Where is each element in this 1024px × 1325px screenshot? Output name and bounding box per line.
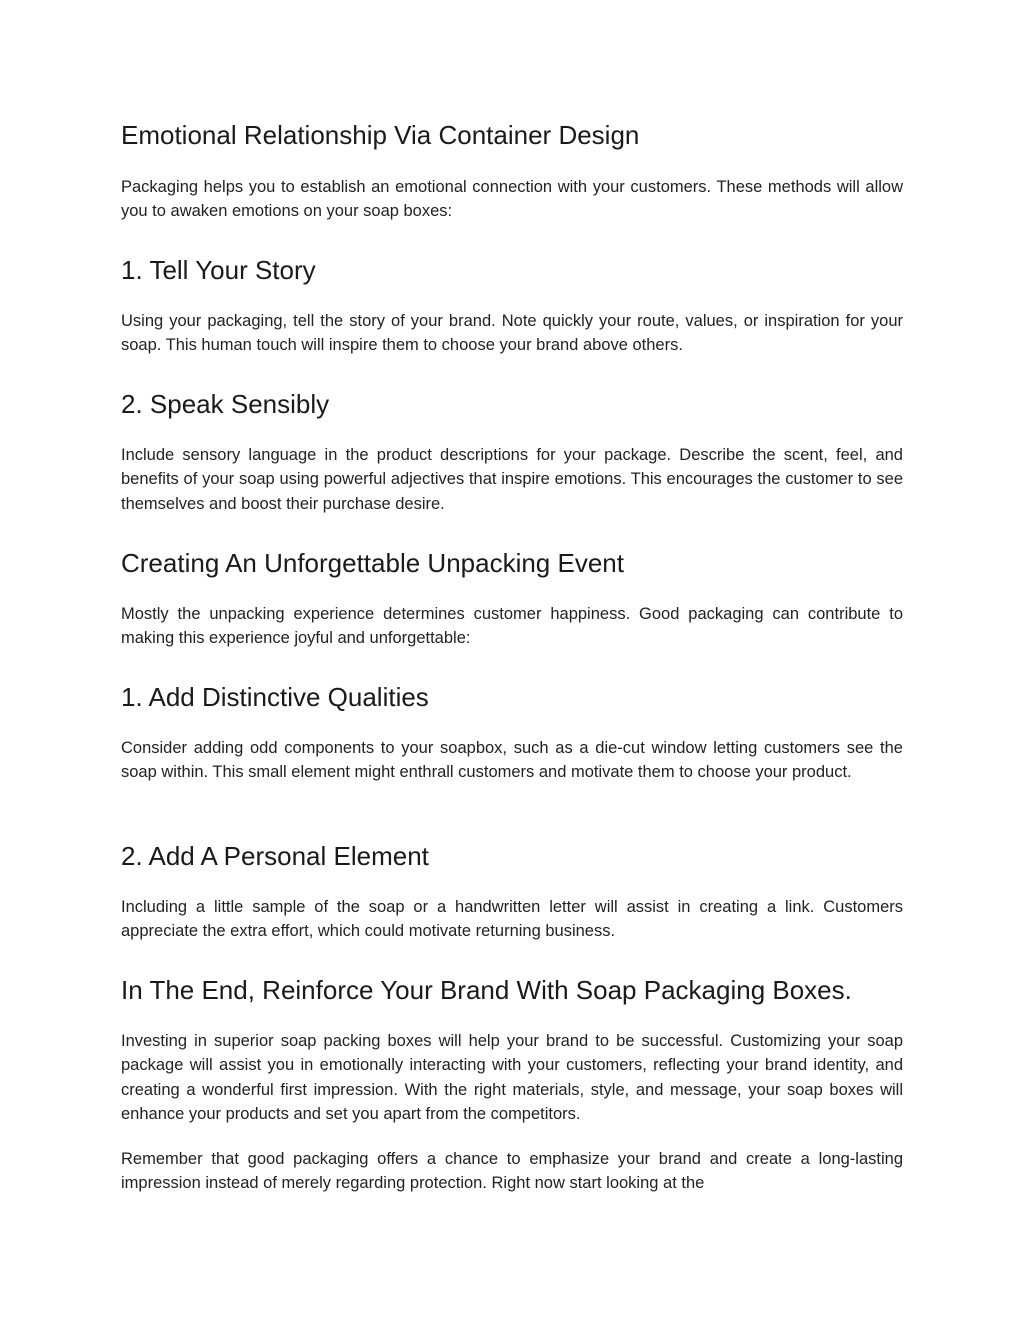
paragraph-speak-sensibly: Include sensory language in the product descriptions for your package. Describe the scent, feel, and benefits of your soap using powerful adjectives that inspire emotions. This encourages the customer to see themselves and boost their purchase desire.: [121, 446, 903, 513]
paragraph-closing: Remember that good packaging offers a chance to emphasize your brand and create a long-lasting impression instead of merely regarding protection. Right now start looking at the: [121, 1150, 903, 1193]
heading-tell-your-story: 1. Tell Your Story: [121, 255, 316, 285]
document-page: [121, 0, 903, 1325]
heading-personal-element: 2. Add A Personal Element: [121, 841, 429, 871]
paragraph-distinctive-qualities: Consider adding odd components to your soapbox, such as a die-cut window letting customers see the soap within. This small element might enthrall customers and motivate them to choose your product.: [121, 739, 903, 782]
heading-speak-sensibly: 2. Speak Sensibly: [121, 389, 330, 419]
paragraph-emotional-relationship: Packaging helps you to establish an emotional connection with your customers. These methods will allow you to awaken emotions on your soap boxes:: [121, 178, 903, 221]
paragraph-tell-your-story: Using your packaging, tell the story of your brand. Note quickly your route, values, or inspiration for your soap. This human touch will inspire them to choose your brand above others.: [121, 312, 903, 355]
heading-distinctive-qualities: 1. Add Distinctive Qualities: [121, 682, 429, 712]
paragraph-unpacking-event: Mostly the unpacking experience determines customer happiness. Good packaging can contribute to making this experience joyful and unforgettable:: [121, 605, 903, 648]
paragraph-reinforce-brand: Investing in superior soap packing boxes will help your brand to be successful. Customizing your soap package will assist you in emotionally interacting with your customers, reflecting your brand identity, and creating a wonderful first impression. With the right materials, style, and message, your soap boxes will enhance your products and set you apart from the competitors.: [121, 1032, 903, 1124]
heading-reinforce-brand: In The End, Reinforce Your Brand With Soap Packaging Boxes.: [121, 975, 852, 1005]
heading-emotional-relationship: Emotional Relationship Via Container Design: [121, 120, 640, 150]
heading-unpacking-event: Creating An Unforgettable Unpacking Event: [121, 548, 624, 578]
paragraph-personal-element: Including a little sample of the soap or a handwritten letter will assist in creating a link. Customers appreciate the extra effort, which could motivate returning business.: [121, 898, 903, 941]
